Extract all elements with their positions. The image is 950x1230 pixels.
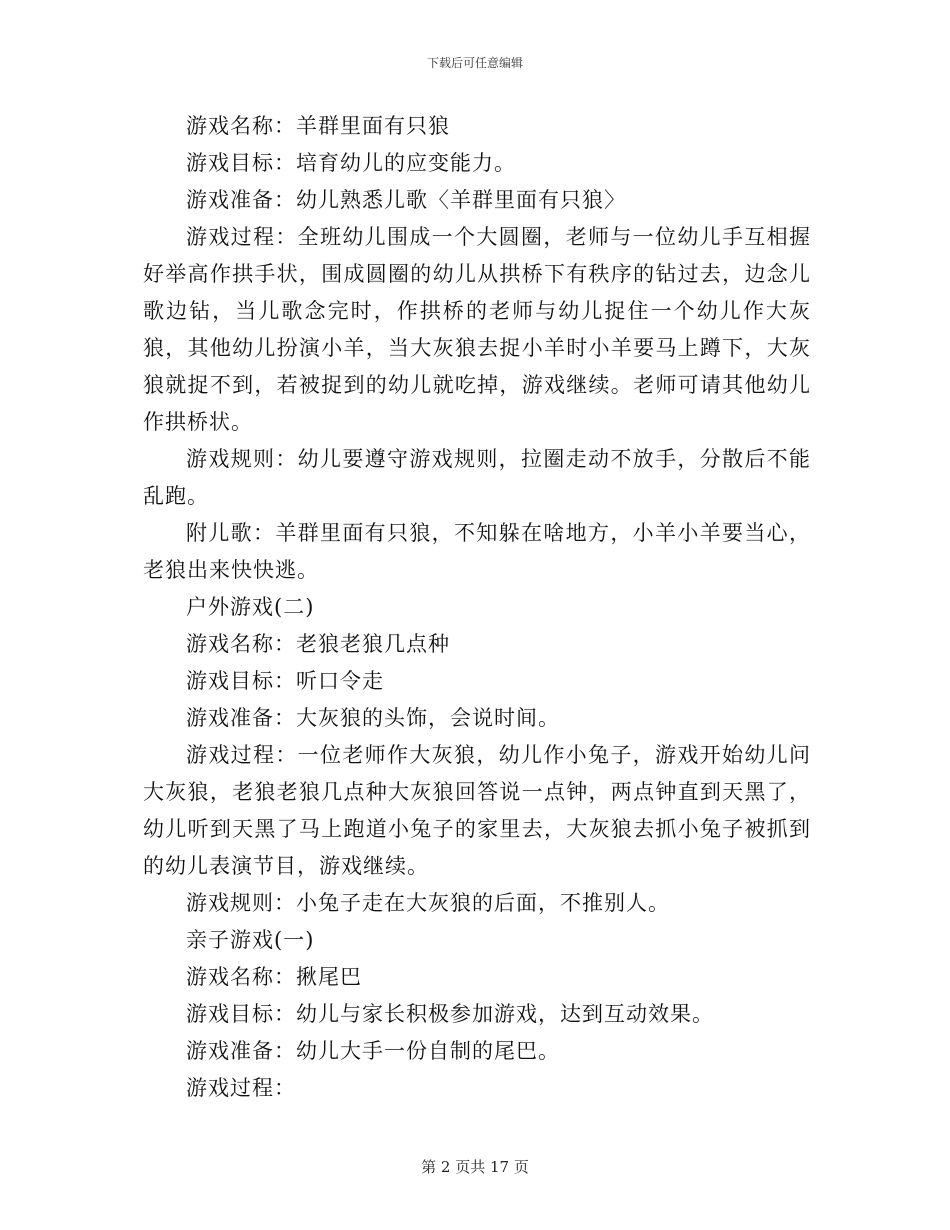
paragraph-game-process-3: 游戏过程： xyxy=(186,1076,296,1100)
paragraph-game-prep-1: 游戏准备：幼儿熟悉儿歌〈羊群里面有只狼〉 xyxy=(186,188,626,212)
section-heading-parent-child-1: 亲子游戏(一) xyxy=(186,928,315,952)
section-heading-outdoor-2: 户外游戏(二) xyxy=(186,595,315,619)
paragraph-game-name-2: 游戏名称：老狼老狼几点种 xyxy=(186,632,450,656)
page-footer: 第 2 页共 17 页 xyxy=(421,1158,529,1176)
document-body xyxy=(143,108,811,1107)
paragraph-game-rules-1: 游戏规则：幼儿要遵守游戏规则，拉圈走动不放手，分散后不能乱跑。 xyxy=(143,447,811,508)
paragraph-song: 附儿歌：羊群里面有只狼，不知躲在啥地方，小羊小羊要当心，老狼出来快快逃。 xyxy=(143,521,811,582)
paragraph-game-goal-3: 游戏目标：幼儿与家长积极参加游戏，达到互动效果。 xyxy=(186,1002,714,1026)
paragraph-game-prep-2: 游戏准备：大灰狼的头饰，会说时间。 xyxy=(186,706,560,730)
paragraph-game-name-3: 游戏名称：揪尾巴 xyxy=(186,965,362,989)
paragraph-game-process-2: 游戏过程：一位老师作大灰狼，幼儿作小兔子，游戏开始幼儿问大灰狼，老狼老狼几点种大灰狼回答说一点钟，两点钟直到天黑了，幼儿听到天黑了马上跑道小兔子的家里去，大灰狼去抓小兔子被抓到的幼儿表演节目，游戏继续。 xyxy=(143,743,811,878)
paragraph-game-goal-2: 游戏目标：听口令走 xyxy=(186,669,384,693)
paragraph-game-process-1: 游戏过程：全班幼儿围成一个大圆圈，老师与一位幼儿手互相握好举高作拱手状，围成圆圈的幼儿从拱桥下有秩序的钻过去，边念儿歌边钻，当儿歌念完时，作拱桥的老师与幼儿捉住一个幼儿作大灰狼，其他幼儿扮演小羊，当大灰狼去捉小羊时小羊要马上蹲下，大灰狼就捉不到，若被捉到的幼儿就吃掉，游戏继续。老师可请其他幼儿作拱桥状。 xyxy=(143,225,811,434)
paragraph-game-rules-2: 游戏规则：小兔子走在大灰狼的后面，不推别人。 xyxy=(186,891,670,915)
paragraph-game-prep-3: 游戏准备：幼儿大手一份自制的尾巴。 xyxy=(186,1039,560,1063)
paragraph-game-goal-1: 游戏目标：培育幼儿的应变能力。 xyxy=(186,151,516,175)
page-header: 下载后可任意编辑 xyxy=(426,56,523,70)
paragraph-game-name-1: 游戏名称：羊群里面有只狼 xyxy=(186,114,450,138)
